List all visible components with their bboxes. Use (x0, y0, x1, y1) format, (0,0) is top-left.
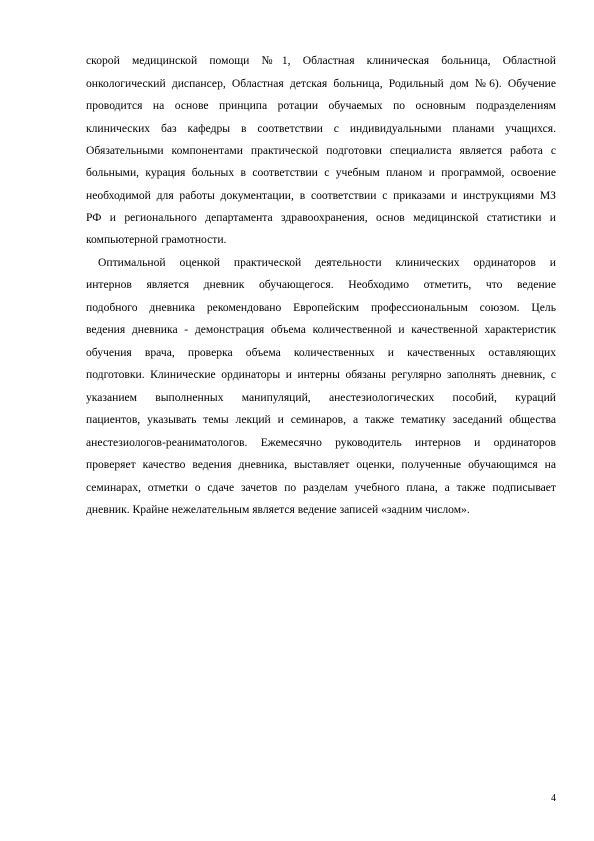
body-text-line: ведения дневника - демонстрация объема количественной и качественной характеристик (86, 323, 556, 336)
body-text-line: компьютерной грамотности. (86, 233, 227, 246)
body-text-line: семинарах, отметки о сдаче зачетов по разделам учебного плана, а также подписывает (86, 481, 556, 494)
body-text-line: анестезиологов-реаниматологов. Ежемесячно руководитель интернов и ординаторов (86, 436, 556, 449)
body-text-line: Обязательными компонентами практической подготовки специалиста является работа с (86, 144, 556, 157)
body-text-line: клинических баз кафедры в соответствии с индивидуальными планами учащихся. (86, 122, 556, 135)
body-text-line: проверяет качество ведения дневника, выставляет оценки, полученные обучающимся на (86, 458, 556, 471)
body-text-line: онкологический диспансер, Областная детская больница, Родильный дом №6). Обучение (86, 77, 556, 90)
body-text-line: дневник. Крайне нежелательным является ведение записей «задним числом». (86, 503, 470, 516)
page-number: 4 (551, 793, 556, 804)
body-text-line: необходимой для работы документации, в соответствии с приказами и инструкциями МЗ (86, 189, 556, 202)
body-text-line: обучения врача, проверка объема количественных и качественных оставляющих (86, 346, 556, 359)
body-text-line: больными, курация больных в соответствии с учебным планом и программой, освоение (86, 166, 556, 179)
body-text-line: подобного дневника рекомендовано Европейским профессиональным союзом. Цель (86, 301, 556, 314)
body-text-line: подготовки. Клинические ординаторы и интерны обязаны регулярно заполнять дневник, с (86, 368, 556, 381)
body-text-line: интернов является дневник обучающегося. Необходимо отметить, что ведение (86, 278, 556, 291)
body-text-line: скорой медицинской помощи №1, Областная клиническая больница, Областной (86, 54, 556, 67)
body-text-line: указанием выполненных манипуляций, анестезиологических пособий, кураций (86, 391, 556, 404)
body-text-line: проводится на основе принципа ротации обучаемых по основным подразделениям (86, 99, 556, 112)
paragraph-first-line: Оптимальной оценкой практической деятельности клинических ординаторов и (98, 256, 556, 269)
body-text-line: пациентов, указывать темы лекций и семинаров, а также тематику заседаний общества (86, 413, 556, 426)
body-text-line: РФ и регионального департамента здравоохранения, основ медицинской статистики и (86, 211, 556, 224)
